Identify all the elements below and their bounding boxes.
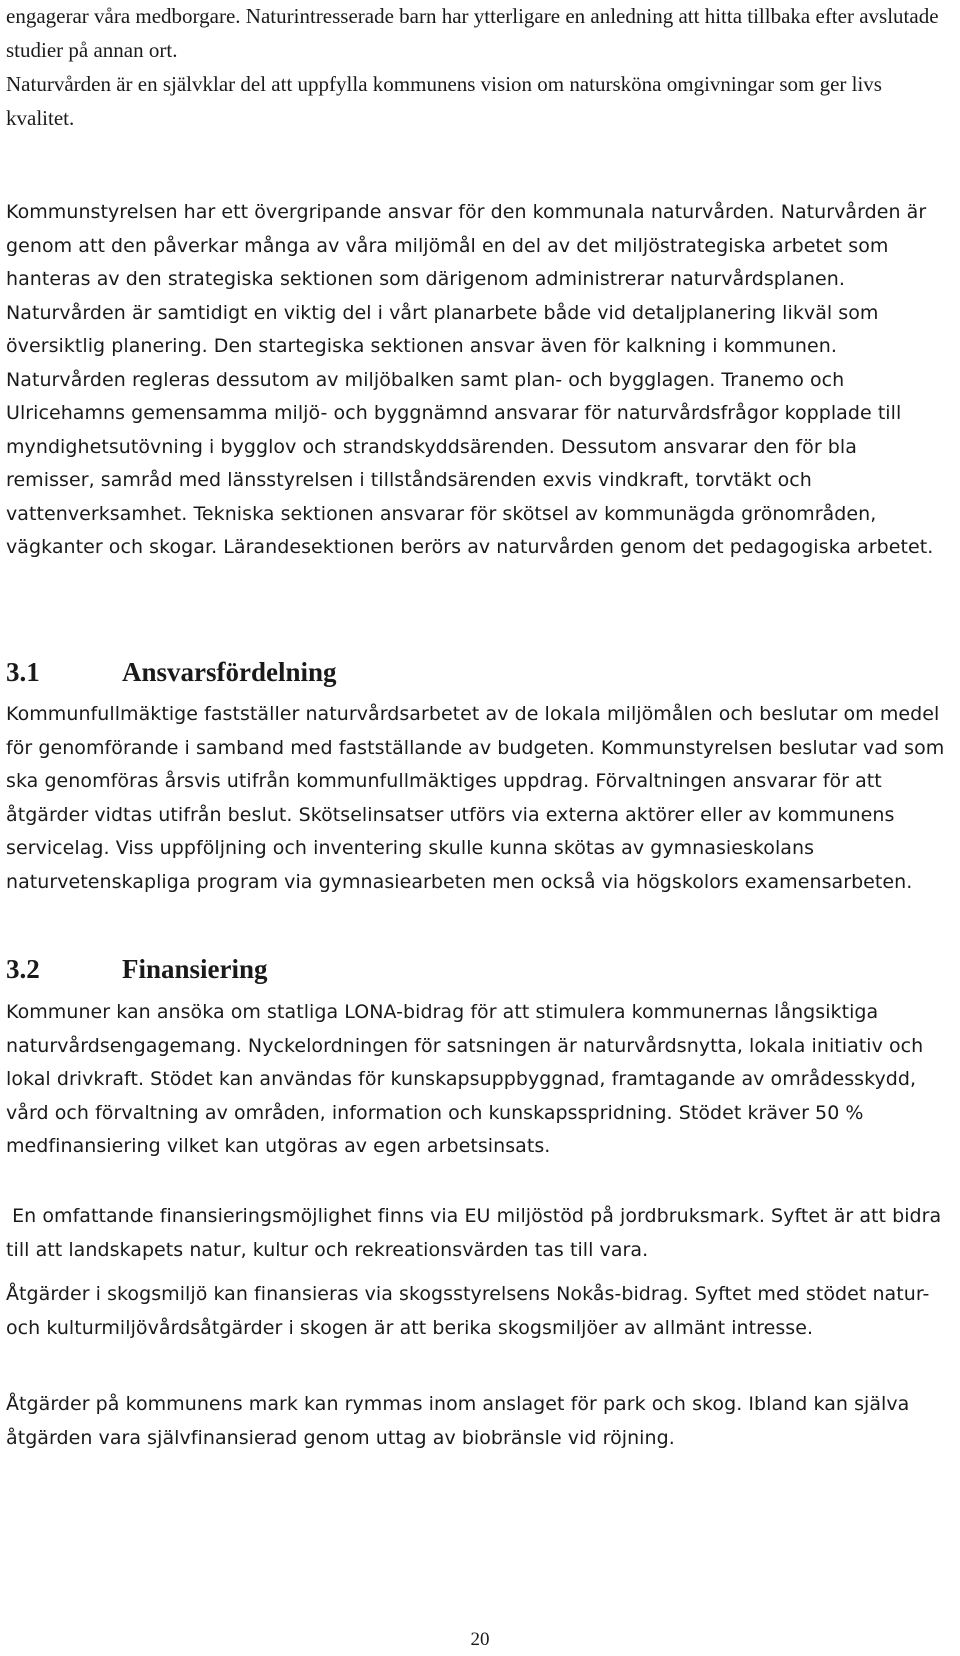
page-number: 20 [470, 1629, 490, 1650]
section-3-2-paragraph-park: Åtgärder på kommunens mark kan rymmas inom anslaget för park och skog. Ibland kan själva åtgärden vara självfinansierad genom uttag av biobränsle vid röjning. [6, 1393, 910, 1449]
section-3-2-paragraph-nokas: Åtgärder i skogsmiljö kan finansieras via skogsstyrelsens Nokås-bidrag. Syftet med stödet natur- och kulturmiljövårdsåtgärder i skogen är att berika skogsmiljöer av allmänt intresse. [6, 1283, 930, 1339]
section-3-1-paragraph: Kommunfullmäktige fastställer naturvårdsarbetet av de lokala miljömålen och beslutar om medel för genomförande i samband med fastställande av budgeten. Kommunstyrelsen beslutar vad som ska genomföras årsvis utifrån kommunfullmäktiges uppdrag. Förvaltningen ansvarar för att åtgärder vidtas utifrån beslut. Skötselinsatser utförs via externa aktörer eller av kommunens servicelag. Viss uppföljning och inventering skulle kunna skötas av gymnasieskolans naturvetenskapliga program via gymnasiearbeten men också via högskolors examensarbeten. [6, 703, 945, 893]
responsibility-paragraph: Kommunstyrelsen har ett övergripande ansvar för den kommunala naturvården. Naturvården är genom att den påverkar många av våra miljömål en del av det miljöstrategiska arbetet som hanteras av den strategiska sektionen som därigenom administrerar naturvårdsplanen. Naturvården är samtidigt en viktig del i vårt planarbete både vid detaljplanering likväl som översiktlig planering. Den startegiska sektionen ansvar även för kalkning i kommunen. Naturvården regleras dessutom av miljöbalken samt plan- och bygglagen. Tranemo och Ulricehamns gemensamma miljö- och byggnämnd ansvarar för naturvårdsfrågor kopplade till myndighetsutövning i bygglov och strandskyddsärenden. Dessutom ansvarar den för bla remisser, samråd med länsstyrelsen i tillståndsärenden exvis vindkraft, torvtäkt och vattenverksamhet. Tekniska sektionen ansvarar för skötsel av kommunägda grönområden, vägkanter och skogar. Lärandesektionen berörs av naturvården genom det pedagogiska arbetet. [6, 201, 934, 558]
section-number: 3.1 [6, 657, 40, 687]
section-title: Finansiering [122, 954, 268, 984]
section-heading-3-1 [6, 654, 337, 690]
section-3-2-paragraph-lona: Kommuner kan ansöka om statliga LONA-bidrag för att stimulera kommunernas långsiktiga naturvårdsengagemang. Nyckelordningen för satsningen är naturvårdsnytta, lokala initiativ och lokal drivkraft. Stödet kan användas för kunskapsuppbyggnad, framtagande av områdesskydd, vård och förvaltning av områden, information och kunskapsspridning. Stödet kräver 50 % medfinansiering vilket kan utgöras av egen arbetsinsats. [6, 1001, 924, 1157]
section-number: 3.2 [6, 954, 40, 984]
intro-paragraph-vision: Naturvården är en självklar del att uppfylla kommunens vision om natursköna omgivningar som ger livs kvalitet. [6, 72, 882, 130]
section-title: Ansvarsfördelning [122, 657, 337, 687]
section-heading-3-2 [6, 951, 268, 987]
section-3-2-paragraph-eu: En omfattande finansieringsmöjlighet finns via EU miljöstöd på jordbruksmark. Syftet är att bidra till att landskapets natur, kultur och rekreationsvärden tas till vara. [6, 1205, 948, 1261]
intro-paragraph-continued: engagerar våra medborgare. Naturintresserade barn har ytterligare en anledning att hitta tillbaka efter avslutade studier på annan ort. [6, 4, 939, 62]
